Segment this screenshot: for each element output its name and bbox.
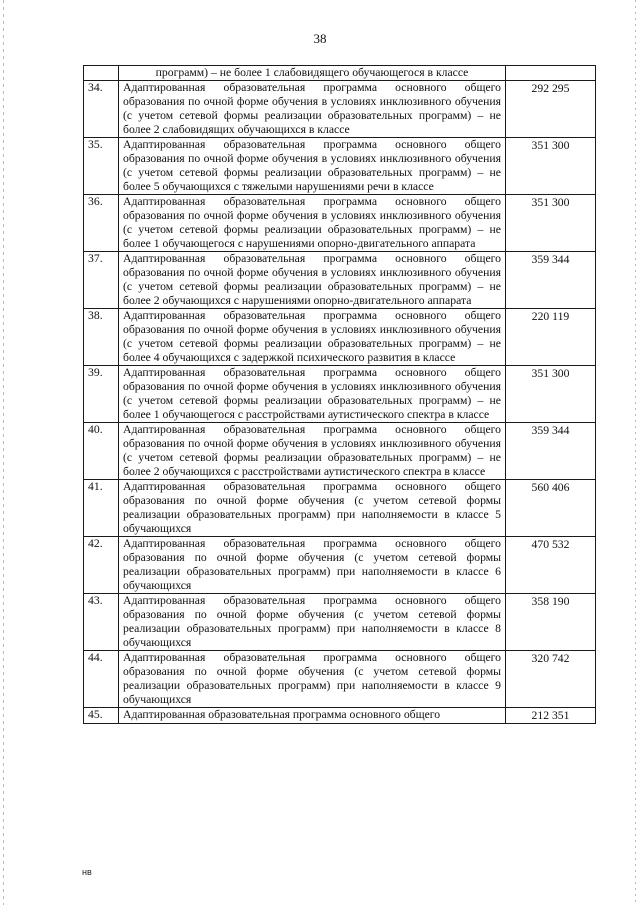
- row-number: 44.: [88, 651, 103, 664]
- table-row: [84, 537, 596, 594]
- row-number: 40.: [88, 423, 103, 436]
- footer-mark: нв: [82, 867, 92, 877]
- scan-edge-right: [635, 0, 636, 905]
- row-description: Адаптированная образовательная программа основного общего образования по очной форме обучения в условиях инклюзивного обучения (с учетом сетевой формы реализации образовательных программ) – не более 2 обучающихся с расстройствами аутистического спектра в классе: [119, 423, 506, 480]
- table-row: [84, 594, 596, 651]
- row-value: 358 190: [531, 595, 570, 608]
- row-number: 45.: [88, 708, 103, 721]
- table-row: [84, 138, 596, 195]
- row-value-cell: [506, 66, 596, 81]
- row-value: 212 351: [531, 709, 570, 722]
- table-row: [84, 252, 596, 309]
- row-number: 41.: [88, 480, 103, 493]
- row-value: 220 119: [531, 310, 570, 323]
- row-value: 560 406: [531, 481, 570, 494]
- page-number: 38: [313, 31, 327, 46]
- row-number: 38.: [88, 309, 103, 322]
- row-number-cell: [84, 66, 119, 81]
- row-number: 35.: [88, 138, 103, 151]
- scan-edge-left: [3, 0, 4, 905]
- row-description: Адаптированная образовательная программа основного общего образования по очной форме обучения в условиях инклюзивного обучения (с учетом сетевой формы реализации образовательных программ) – не более 5 обучающихся с тяжелыми нарушениями речи в классе: [119, 138, 506, 195]
- row-description: Адаптированная образовательная программа основного общего образования по очной форме обучения (с учетом сетевой формы реализации образовательных программ) при наполняемости в классе 5 обучающихся: [119, 480, 506, 537]
- tariff-table: [83, 65, 596, 724]
- row-description: Адаптированная образовательная программа основного общего: [119, 708, 506, 724]
- row-value: 470 532: [531, 538, 570, 551]
- row-value: 320 742: [531, 652, 570, 665]
- row-number: 39.: [88, 366, 103, 379]
- row-description: Адаптированная образовательная программа основного общего образования по очной форме обучения (с учетом сетевой формы реализации образовательных программ) при наполняемости в классе 9 обучающихся: [119, 651, 506, 708]
- row-value: 292 295: [531, 82, 570, 95]
- row-number: 42.: [88, 537, 103, 550]
- row-number: 36.: [88, 195, 103, 208]
- table-row: [84, 195, 596, 252]
- row-description: Адаптированная образовательная программа основного общего образования по очной форме обучения (с учетом сетевой формы реализации образовательных программ) при наполняемости в классе 6 обучающихся: [119, 537, 506, 594]
- row-description: программ) – не более 1 слабовидящего обучающегося в классе: [119, 66, 506, 81]
- table-row: [84, 708, 596, 724]
- row-value: 359 344: [531, 253, 570, 266]
- row-number: 34.: [88, 81, 103, 94]
- table-row: [84, 366, 596, 423]
- row-number: 37.: [88, 252, 103, 265]
- table-row: [84, 423, 596, 480]
- row-description: Адаптированная образовательная программа основного общего образования по очной форме обучения в условиях инклюзивного обучения (с учетом сетевой формы реализации образовательных программ) – не более 2 обучающихся с нарушениями опорно-двигательного аппарата: [119, 252, 506, 309]
- row-description: Адаптированная образовательная программа основного общего образования по очной форме обучения в условиях инклюзивного обучения (с учетом сетевой формы реализации образовательных программ) – не более 2 слабовидящих обучающихся в классе: [119, 81, 506, 138]
- row-value: 359 344: [531, 424, 570, 437]
- table-row: [84, 309, 596, 366]
- row-number: 43.: [88, 594, 103, 607]
- row-description: Адаптированная образовательная программа основного общего образования по очной форме обучения в условиях инклюзивного обучения (с учетом сетевой формы реализации образовательных программ) – не более 1 обучающегося с расстройствами аутистического спектра в классе: [119, 366, 506, 423]
- table-row: [84, 81, 596, 138]
- row-description: Адаптированная образовательная программа основного общего образования по очной форме обучения в условиях инклюзивного обучения (с учетом сетевой формы реализации образовательных программ) – не более 1 обучающегося с нарушениями опорно-двигательного аппарата: [119, 195, 506, 252]
- row-description: Адаптированная образовательная программа основного общего образования по очной форме обучения в условиях инклюзивного обучения (с учетом сетевой формы реализации образовательных программ) – не более 4 обучающихся с задержкой психического развития в классе: [119, 309, 506, 366]
- row-description: Адаптированная образовательная программа основного общего образования по очной форме обучения (с учетом сетевой формы реализации образовательных программ) при наполняемости в классе 8 обучающихся: [119, 594, 506, 651]
- row-value: 351 300: [531, 367, 570, 380]
- table-row-continuation: [84, 66, 596, 81]
- table-row: [84, 651, 596, 708]
- row-value: 351 300: [531, 196, 570, 209]
- row-value: 351 300: [531, 139, 570, 152]
- table-row: [84, 480, 596, 537]
